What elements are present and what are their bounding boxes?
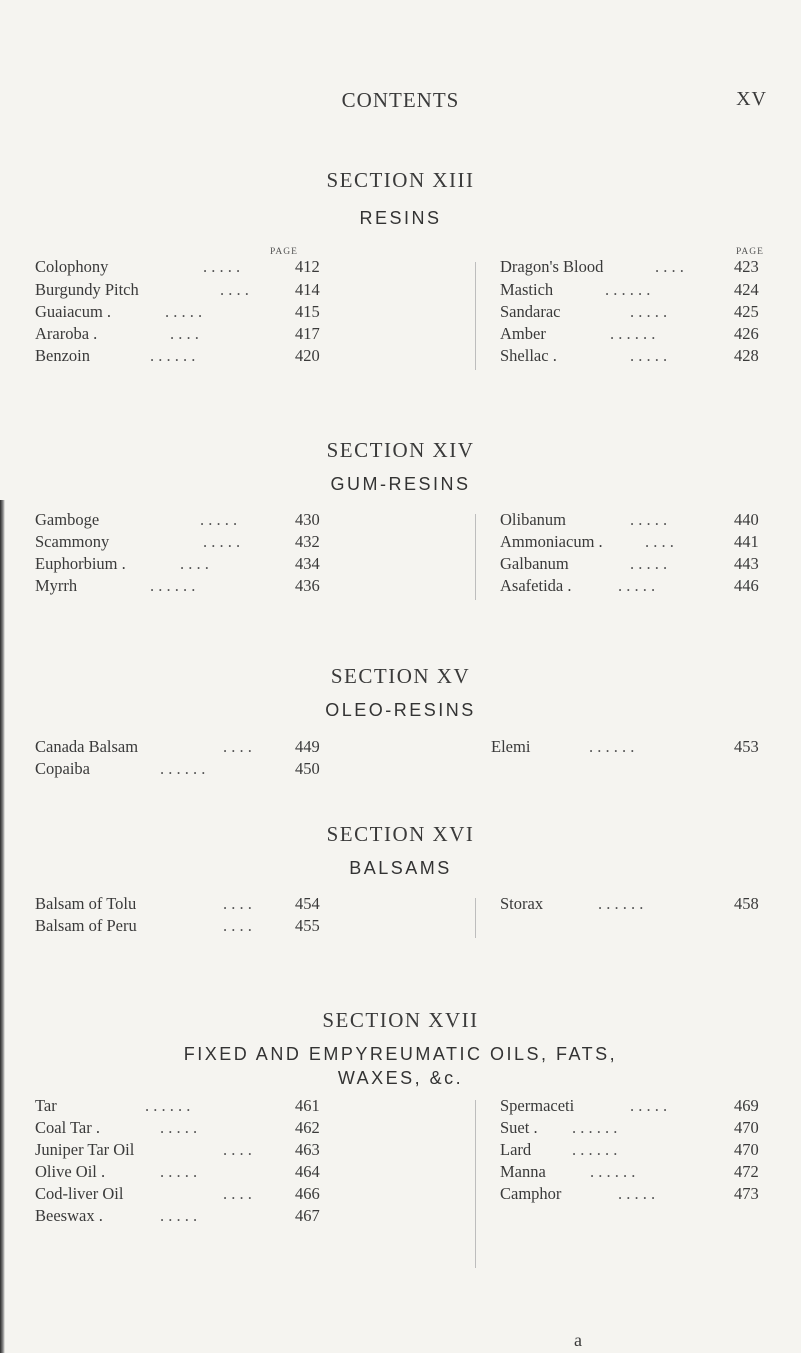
entry-name: Camphor (500, 1184, 562, 1203)
running-head (0, 88, 801, 112)
entry-page: 412 (295, 257, 320, 276)
entry-page: 423 (734, 257, 759, 276)
leader-dots: . . . . . . (145, 1096, 191, 1115)
entry-name: Guaiacum . (35, 302, 112, 321)
toc-entry[interactable] (500, 509, 764, 531)
toc-entry[interactable] (500, 1117, 764, 1139)
entry-name: Olive Oil . (35, 1162, 106, 1181)
entry-page: 420 (295, 346, 320, 365)
toc-entry[interactable] (500, 893, 764, 915)
leader-dots: . . . . . . (150, 576, 196, 595)
leader-dots: . . . . . (618, 576, 656, 595)
leader-dots: . . . . . (203, 532, 241, 551)
toc-entry[interactable] (35, 893, 320, 915)
column-divider (475, 898, 476, 938)
column-divider (475, 514, 476, 600)
toc-entry[interactable] (500, 575, 764, 597)
section-number: SECTION XV (330, 664, 471, 688)
leader-dots: . . . . . . (598, 894, 644, 913)
toc-entry[interactable] (35, 279, 320, 301)
entry-name: Euphorbium . (35, 554, 126, 573)
leader-dots: . . . . . . (590, 1162, 636, 1181)
entry-page: 446 (734, 576, 759, 595)
page-column-header: PAGE (736, 247, 764, 257)
entry-page: 454 (295, 894, 320, 913)
entry-page: 426 (734, 324, 759, 343)
leader-dots: . . . . . (630, 346, 668, 365)
toc-entry[interactable] (35, 256, 320, 278)
entry-page: 473 (734, 1184, 759, 1203)
leader-dots: . . . . . (165, 302, 203, 321)
entry-name: Ammoniacum . (500, 532, 603, 551)
leader-dots: . . . . (170, 324, 199, 343)
section-number: SECTION XVII (322, 1008, 479, 1032)
toc-entry[interactable] (35, 1205, 320, 1227)
toc-entry[interactable] (500, 1161, 764, 1183)
toc-entry[interactable] (35, 758, 320, 780)
signature-mark: a (574, 1330, 582, 1350)
entry-name: Juniper Tar Oil (35, 1140, 135, 1159)
entry-page: 415 (295, 302, 320, 321)
leader-dots: . . . . (223, 894, 252, 913)
entry-page: 466 (295, 1184, 320, 1203)
entry-name: Balsam of Tolu (35, 894, 137, 913)
entry-name: Storax (500, 894, 544, 913)
entry-page: 469 (734, 1096, 759, 1115)
entry-page: 450 (295, 759, 320, 778)
toc-entry[interactable] (500, 531, 764, 553)
section-xiii-heading (0, 168, 801, 230)
leader-dots: . . . . . (630, 510, 668, 529)
entry-name: Balsam of Peru (35, 916, 137, 935)
toc-entry[interactable] (35, 323, 320, 345)
entry-name: Suet . (500, 1118, 538, 1137)
leader-dots: . . . . . (200, 510, 238, 529)
toc-entry[interactable] (35, 915, 320, 937)
section-xvi-heading (0, 822, 801, 880)
toc-entry[interactable] (35, 509, 320, 531)
leader-dots: . . . . (645, 532, 674, 551)
toc-entry[interactable] (35, 301, 320, 323)
entry-page: 440 (734, 510, 759, 529)
column-divider (475, 262, 476, 370)
entry-name: Shellac . (500, 346, 557, 365)
entry-name: Spermaceti (500, 1096, 575, 1115)
toc-entry[interactable] (500, 301, 764, 323)
entry-page: 425 (734, 302, 759, 321)
entry-page: 463 (295, 1140, 320, 1159)
toc-entry[interactable] (491, 736, 764, 758)
toc-entry[interactable] (35, 345, 320, 367)
toc-entry[interactable] (35, 575, 320, 597)
section-xvii-heading (0, 1008, 801, 1090)
leader-dots: . . . . (223, 1184, 252, 1203)
toc-entry[interactable] (35, 531, 320, 553)
leader-dots: . . . . . . (605, 280, 651, 299)
toc-entry[interactable] (35, 1183, 320, 1205)
entry-name: Myrrh (35, 576, 78, 595)
entry-name: Copaiba (35, 759, 90, 778)
entry-name: Coal Tar . (35, 1118, 100, 1137)
entry-name: Colophony (35, 257, 109, 276)
entry-page: 434 (295, 554, 320, 573)
toc-entry[interactable] (35, 1117, 320, 1139)
entry-name: Araroba . (35, 324, 98, 343)
toc-entry[interactable] (500, 279, 764, 301)
toc-entry[interactable] (500, 1095, 764, 1117)
entry-name: Amber (500, 324, 546, 343)
entry-page: 436 (295, 576, 320, 595)
section-title: OLEO-RESINS (325, 700, 476, 720)
leader-dots: . . . . . . (610, 324, 656, 343)
entry-page: 462 (295, 1118, 320, 1137)
entry-page: 461 (295, 1096, 320, 1115)
entry-page: 424 (734, 280, 759, 299)
leader-dots: . . . . (223, 737, 252, 756)
page-column-header: PAGE (270, 247, 298, 257)
leader-dots: . . . . (223, 1140, 252, 1159)
leader-dots: . . . . . . (572, 1140, 618, 1159)
section-subtitle: WAXES, &c. (337, 1068, 464, 1088)
leader-dots: . . . . (223, 916, 252, 935)
entry-page: 458 (734, 894, 759, 913)
entry-name: Mastich (500, 280, 554, 299)
entry-page: 470 (734, 1118, 759, 1137)
toc-entry[interactable] (35, 736, 320, 758)
toc-entry[interactable] (500, 1139, 764, 1161)
leader-dots: . . . . (180, 554, 209, 573)
leader-dots: . . . . . (203, 257, 241, 276)
entry-page: 428 (734, 346, 759, 365)
entry-page: 464 (295, 1162, 320, 1181)
section-title: GUM-RESINS (330, 474, 471, 494)
leader-dots: . . . . . (160, 1206, 198, 1225)
section-number: SECTION XIV (326, 438, 475, 462)
leader-dots: . . . . . (630, 1096, 668, 1115)
entry-name: Beeswax . (35, 1206, 103, 1225)
entry-page: 432 (295, 532, 320, 551)
leader-dots: . . . . . . (160, 759, 206, 778)
entry-name: Benzoin (35, 346, 90, 365)
leader-dots: . . . . . (160, 1118, 198, 1137)
entry-page: 441 (734, 532, 759, 551)
leader-dots: . . . . . (618, 1184, 656, 1203)
entry-name: Lard (500, 1140, 532, 1159)
entry-page: 414 (295, 280, 320, 299)
leader-dots: . . . . (655, 257, 684, 276)
leader-dots: . . . . . . (150, 346, 196, 365)
entry-page: 467 (295, 1206, 320, 1225)
entry-page: 417 (295, 324, 320, 343)
toc-entry[interactable] (500, 323, 764, 345)
entry-name: Dragon's Blood (500, 257, 604, 276)
entry-name: Canada Balsam (35, 737, 139, 756)
section-number: SECTION XVI (326, 822, 475, 846)
entry-page: 455 (295, 916, 320, 935)
entry-name: Sandarac (500, 302, 561, 321)
section-xiv-heading (0, 438, 801, 496)
toc-entry[interactable] (500, 256, 764, 278)
toc-entry[interactable] (35, 553, 320, 575)
entry-name: Gamboge (35, 510, 100, 529)
toc-entry[interactable] (500, 553, 764, 575)
leader-dots: . . . . . . (572, 1118, 618, 1137)
entry-page: 472 (734, 1162, 759, 1181)
entry-name: Galbanum (500, 554, 569, 573)
toc-entry[interactable] (35, 1095, 320, 1117)
entry-page: 453 (734, 737, 759, 756)
section-number: SECTION XIII (326, 168, 475, 192)
entry-name: Olibanum (500, 510, 566, 529)
book-page-edge (0, 500, 5, 1353)
leader-dots: . . . . . (630, 554, 668, 573)
toc-entry[interactable] (35, 1139, 320, 1161)
toc-entry[interactable] (500, 345, 764, 367)
toc-entry[interactable] (500, 1183, 764, 1205)
column-divider (475, 1100, 476, 1268)
leader-dots: . . . . (220, 280, 249, 299)
page-folio: XV (736, 88, 767, 110)
running-title: CONTENTS (341, 88, 460, 112)
entry-page: 430 (295, 510, 320, 529)
toc-entry[interactable] (35, 1161, 320, 1183)
section-title: FIXED AND EMPYREUMATIC OILS, FATS, (183, 1044, 618, 1064)
section-xv-heading (0, 664, 801, 722)
entry-page: 470 (734, 1140, 759, 1159)
section-title: BALSAMS (349, 858, 452, 878)
section-title: RESINS (359, 208, 442, 228)
entry-name: Asafetida . (500, 576, 572, 595)
entry-page: 443 (734, 554, 759, 573)
entry-name: Scammony (35, 532, 110, 551)
entry-name: Cod-liver Oil (35, 1184, 124, 1203)
entry-name: Manna (500, 1162, 546, 1181)
entry-name: Elemi (491, 737, 531, 756)
entry-name: Tar (35, 1096, 57, 1115)
entry-page: 449 (295, 737, 320, 756)
leader-dots: . . . . . . (589, 737, 635, 756)
entry-name: Burgundy Pitch (35, 280, 139, 299)
leader-dots: . . . . . (160, 1162, 198, 1181)
leader-dots: . . . . . (630, 302, 668, 321)
